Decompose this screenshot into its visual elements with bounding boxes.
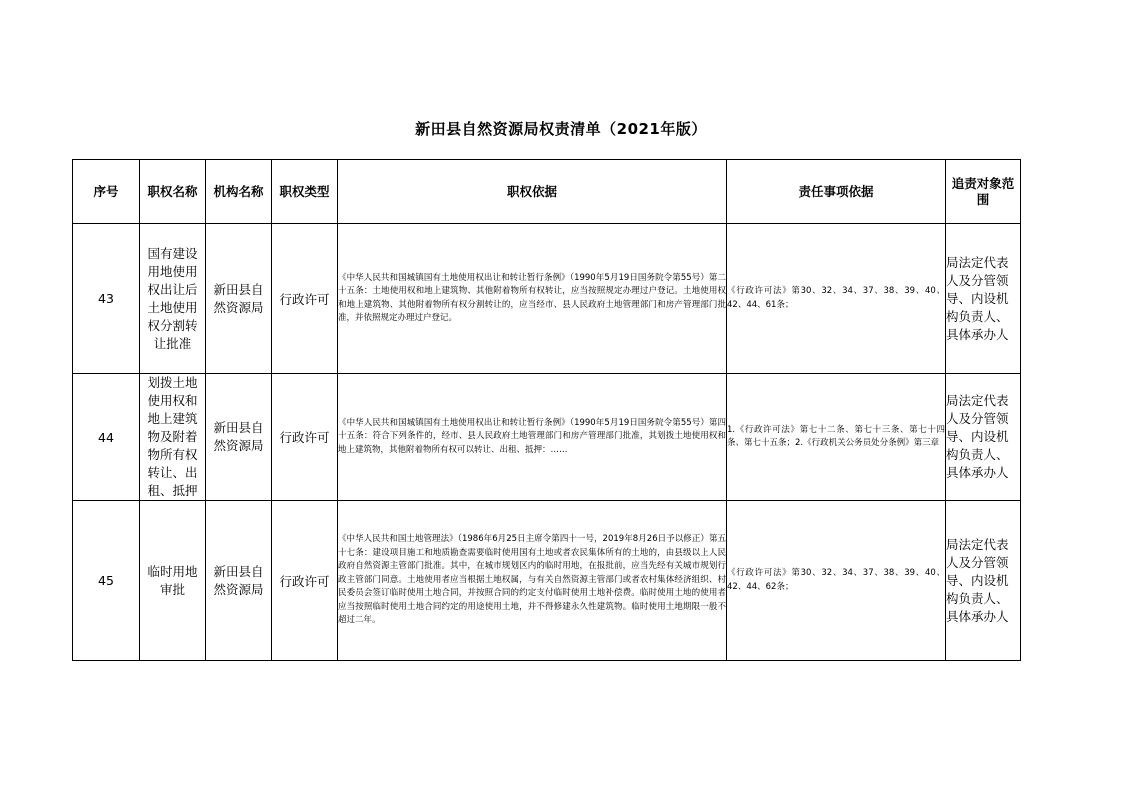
row-basis: 《中华人民共和国城镇国有土地使用权出让和转让暂行条例》（1990年5月19日国务院令第55号）第四十五条：符合下列条件的，经市、县人民政府土地管理部门和房产管理部门批准，其划拨土地使用权和地上建筑物，其他附着物所有权可以转让、出租、抵押：…… (338, 374, 727, 501)
row-scope: 局法定代表人及分管领导、内设机构负责人、具体承办人 (946, 224, 1021, 374)
row-power-name-text: 划拨土地使用权和地上建筑物及附着物所有权转让、出租、抵押 (147, 375, 198, 498)
header-org: 机构名称 (206, 160, 272, 224)
table-header-row (73, 160, 1021, 224)
row-power-name (140, 224, 206, 374)
row-org-text: 新田县自然资源局 (213, 420, 264, 453)
row-org (206, 224, 272, 374)
table-row (73, 224, 1021, 374)
row-org (206, 501, 272, 661)
table-row (73, 501, 1021, 661)
row-basis: 《中华人民共和国城镇国有土地使用权出让和转让暂行条例》（1990年5月19日国务院令第55号）第二十五条：土地使用权和地上建筑物、其他附着物所有权转让，应当按照规定办理过户登记。土地使用权和地上建筑物、其他附着物所有权分割转让的，应当经市、县人民政府土地管理部门和房产管理部门批准，并依照规定办理过户登记。 (338, 224, 727, 374)
row-basis: 《中华人民共和国土地管理法》（1986年6月25日主席令第四十一号，2019年8月26日予以修正）第五十七条：建设项目施工和地质勘查需要临时使用国有土地或者农民集体所有的土地的，由县级以上人民政府自然资源主管部门批准。其中，在城市规划区内的临时用地，在报批前，应当先经有关城市规划行政主管部门同意。土地使用者应当根据土地权属，与有关自然资源主管部门或者农村集体经济组织、村民委员会签订临时使用土地合同，并按照合同的约定支付临时使用土地补偿费。临时使用土地的使用者应当按照临时使用土地合同约定的用途使用土地，并不得修建永久性建筑物。临时使用土地期限一般不超过二年。 (338, 501, 727, 661)
power-list-table (72, 159, 1021, 661)
header-scope (946, 160, 1021, 224)
page-title: 新田县自然资源局权责清单（2021年版） (415, 120, 707, 138)
row-responsibility: 《行政许可法》第30、32、34、37、38、39、40、42、44、62条； (727, 501, 946, 661)
row-no: 43 (73, 224, 140, 374)
row-no: 45 (73, 501, 140, 661)
row-responsibility: 《行政许可法》第30、32、34、37、38、39、40、42、44、61条； (727, 224, 946, 374)
row-org-text: 新田县自然资源局 (213, 281, 264, 315)
header-type: 职权类型 (272, 160, 338, 224)
header-scope-label: 追责对象范围 (951, 175, 1015, 207)
row-power-name (140, 501, 206, 661)
table-row (73, 374, 1021, 501)
row-scope: 局法定代表人及分管领导、内设机构负责人、具体承办人 (946, 501, 1021, 661)
row-power-name (140, 374, 206, 501)
row-responsibility: 1.《行政许可法》第七十二条、第七十三条、第七十四条、第七十五条；2.《行政机关公务员处分条例》第三章 (727, 374, 946, 501)
row-type: 行政许可 (272, 501, 338, 661)
header-no: 序号 (73, 160, 140, 224)
row-org-text: 新田县自然资源局 (213, 563, 264, 597)
row-power-name-text: 国有建设用地使用权出让后土地使用权分割转让批准 (147, 245, 198, 351)
header-basis: 职权依据 (338, 160, 727, 224)
row-type: 行政许可 (272, 374, 338, 501)
row-scope: 局法定代表人及分管领导、内设机构负责人、具体承办人 (946, 374, 1021, 501)
row-org (206, 374, 272, 501)
header-resp: 责任事项依据 (727, 160, 946, 224)
row-no: 44 (73, 374, 140, 501)
row-type: 行政许可 (272, 224, 338, 374)
header-name: 职权名称 (140, 160, 206, 224)
row-power-name-text: 临时用地审批 (147, 563, 198, 597)
